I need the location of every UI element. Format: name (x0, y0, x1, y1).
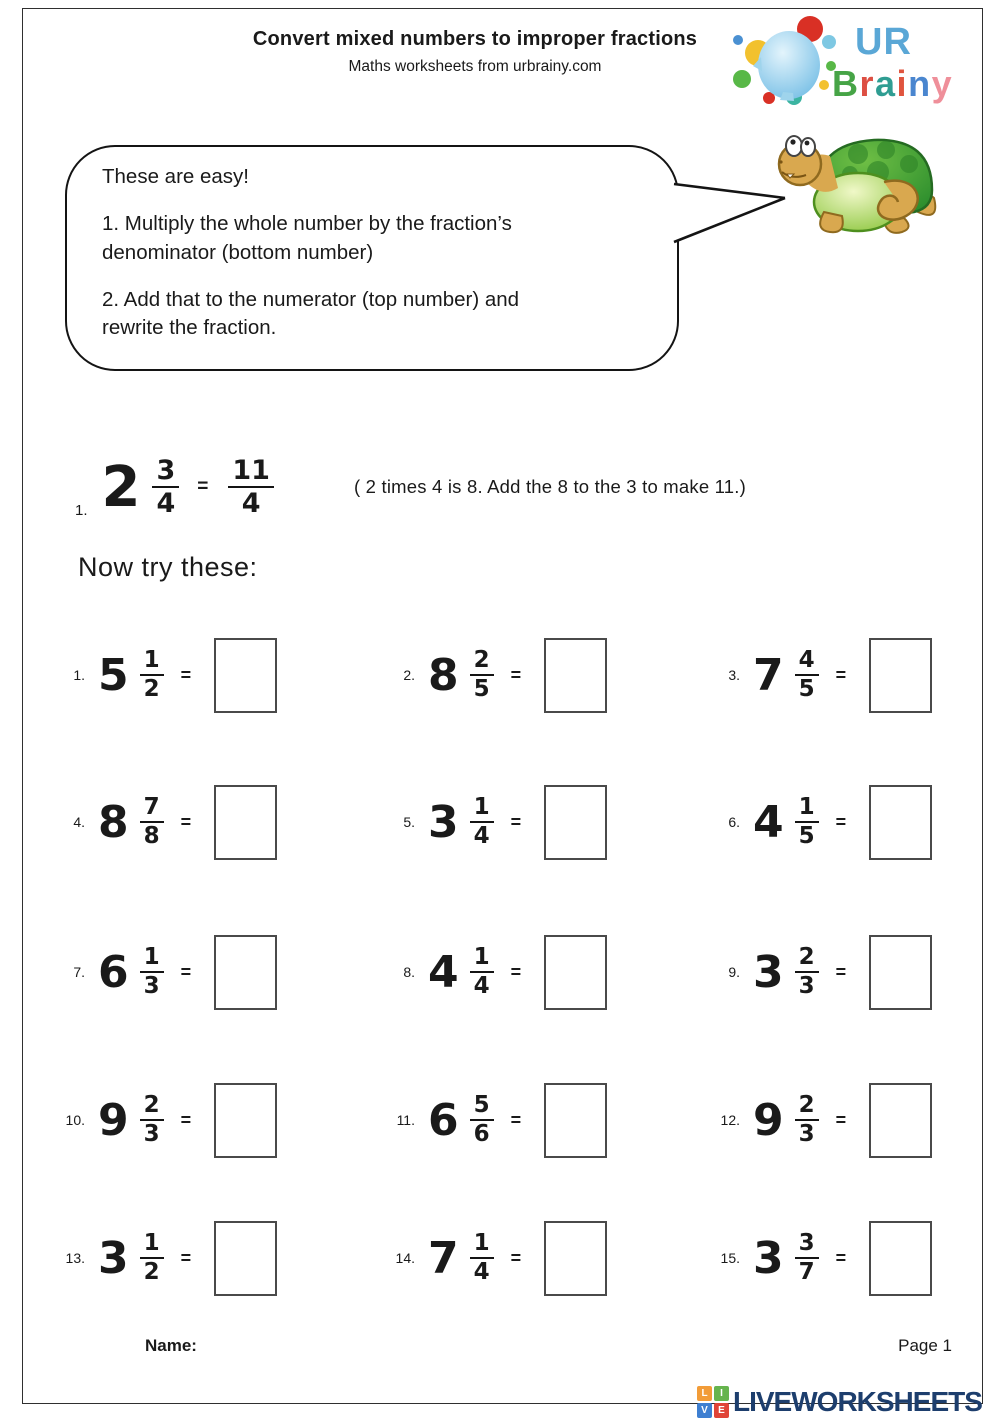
problem-number: 3. (728, 667, 740, 683)
fraction-numerator: 1 (795, 795, 819, 823)
example-numerator: 3 (152, 456, 179, 488)
answer-box[interactable] (869, 935, 932, 1010)
whole-number: 7 (428, 1232, 459, 1284)
fraction-denominator: 2 (143, 676, 160, 702)
problem-item (710, 916, 932, 1028)
fraction-denominator: 3 (143, 1121, 160, 1147)
example-result-numerator: 11 (228, 456, 274, 488)
problem-item (710, 1064, 932, 1176)
problem-item (55, 1202, 277, 1314)
problem-item (385, 1064, 607, 1176)
whole-number: 6 (428, 1094, 459, 1146)
whole-number: 8 (428, 649, 459, 701)
example-result-fraction (228, 456, 274, 518)
equals-sign: = (835, 961, 847, 982)
fraction (140, 945, 164, 999)
fraction-denominator: 4 (473, 973, 490, 999)
fraction-denominator: 3 (798, 973, 815, 999)
brainy-head-icon (733, 16, 836, 105)
answer-box[interactable] (214, 1221, 277, 1296)
fraction-denominator: 5 (798, 676, 815, 702)
problem-item (385, 1202, 607, 1314)
fraction (470, 1093, 494, 1147)
brand-word-ur: UR (855, 21, 912, 63)
problem-number: 10. (65, 1112, 85, 1128)
answer-box[interactable] (544, 638, 607, 713)
fraction (795, 648, 819, 702)
bubble-step-2: 2. Add that to the numerator (top number) and rewrite the fraction. (102, 287, 520, 340)
equals-sign: = (180, 1247, 192, 1268)
equals-sign: = (180, 811, 192, 832)
problem-item (55, 1064, 277, 1176)
header (120, 28, 830, 76)
example-denominator: 4 (156, 488, 176, 519)
whole-number: 3 (753, 1232, 784, 1284)
name-label: Name: (145, 1336, 197, 1355)
fraction-denominator: 3 (143, 973, 160, 999)
fraction-denominator: 2 (143, 1259, 160, 1285)
bubble-intro: These are easy! (102, 165, 249, 188)
problem-item (710, 766, 932, 878)
whole-number: 7 (753, 649, 784, 701)
whole-number: 3 (428, 796, 459, 848)
problem-number: 9. (728, 964, 740, 980)
liveworksheets-logo[interactable] (697, 1386, 982, 1418)
whole-number: 4 (428, 946, 459, 998)
equals-sign: = (510, 961, 522, 982)
answer-box[interactable] (544, 1221, 607, 1296)
problem-item (55, 766, 277, 878)
fraction (795, 795, 819, 849)
answer-box[interactable] (869, 1083, 932, 1158)
answer-box[interactable] (869, 1221, 932, 1296)
page-number-label: Page 1 (898, 1336, 952, 1355)
problem-item (385, 916, 607, 1028)
example-fraction (152, 456, 179, 518)
fraction (140, 648, 164, 702)
answer-box[interactable] (544, 785, 607, 860)
problem-item (55, 916, 277, 1028)
answer-box[interactable] (869, 638, 932, 713)
brand-word-brainy: Brainy (832, 63, 954, 104)
answer-box[interactable] (869, 785, 932, 860)
problem-number: 11. (396, 1112, 415, 1128)
watermark-square: L (697, 1386, 712, 1401)
fraction-numerator: 7 (140, 795, 164, 823)
example-whole-number: 2 (101, 454, 141, 520)
watermark-square: E (714, 1403, 729, 1418)
bubble-step-1: 1. Multiply the whole number by the fraction’s denominator (bottom number) (102, 212, 512, 264)
fraction-denominator: 5 (798, 823, 815, 849)
speech-bubble (65, 145, 679, 371)
problem-number: 5. (403, 814, 415, 830)
problem-number: 15. (720, 1250, 740, 1266)
answer-box[interactable] (214, 935, 277, 1010)
whole-number: 9 (98, 1094, 129, 1146)
page-title: Convert mixed numbers to improper fractions (252, 28, 698, 50)
fraction-numerator: 2 (795, 1093, 819, 1121)
turtle-icon (766, 124, 942, 246)
fraction-denominator: 3 (798, 1121, 815, 1147)
fraction (470, 945, 494, 999)
whole-number: 3 (753, 946, 784, 998)
equals-sign: = (180, 664, 192, 685)
fraction-denominator: 5 (473, 676, 490, 702)
problem-number: 13. (65, 1250, 85, 1266)
whole-number: 9 (753, 1094, 784, 1146)
fraction-numerator: 5 (470, 1093, 494, 1121)
example-result-denominator: 4 (241, 488, 261, 519)
answer-box[interactable] (214, 785, 277, 860)
equals-sign: = (835, 664, 847, 685)
whole-number: 4 (753, 796, 784, 848)
equals-sign: = (180, 1109, 192, 1130)
fraction-numerator: 1 (140, 945, 164, 973)
fraction-denominator: 7 (798, 1259, 815, 1285)
problem-number: 14. (395, 1250, 415, 1266)
watermark-text: LIVEWORKSHEETS (733, 1386, 982, 1417)
fraction-numerator: 1 (470, 945, 494, 973)
fraction-numerator: 2 (470, 648, 494, 676)
answer-box[interactable] (214, 638, 277, 713)
answer-box[interactable] (544, 935, 607, 1010)
fraction (795, 945, 819, 999)
instruction-text: Now try these: (78, 552, 258, 582)
equals-sign: = (835, 1109, 847, 1130)
fraction-denominator: 4 (473, 823, 490, 849)
problem-number: 12. (720, 1112, 740, 1128)
equals-sign: = (510, 1247, 522, 1268)
watermark-square: I (714, 1386, 729, 1401)
watermark-squares (697, 1386, 729, 1418)
equals-sign: = (510, 811, 522, 832)
problem-number: 8. (403, 964, 415, 980)
fraction (140, 1231, 164, 1285)
worked-example (75, 437, 746, 537)
fraction-numerator: 3 (795, 1231, 819, 1259)
speech-bubble-text (102, 163, 584, 342)
answer-box[interactable] (544, 1083, 607, 1158)
equals-sign: = (835, 811, 847, 832)
problem-item (710, 619, 932, 731)
fraction (470, 1231, 494, 1285)
problem-item (710, 1202, 932, 1314)
whole-number: 8 (98, 796, 129, 848)
fraction (140, 1093, 164, 1147)
fraction (140, 795, 164, 849)
whole-number: 6 (98, 946, 129, 998)
watermark-square: V (697, 1403, 712, 1418)
problem-item (385, 619, 607, 731)
fraction (470, 795, 494, 849)
fraction-numerator: 1 (140, 1231, 164, 1259)
whole-number: 5 (98, 649, 129, 701)
fraction (470, 648, 494, 702)
fraction-numerator: 1 (470, 1231, 494, 1259)
equals-sign: = (510, 1109, 522, 1130)
example-equals-sign: = (197, 476, 209, 497)
problem-number: 6. (728, 814, 740, 830)
fraction-numerator: 1 (470, 795, 494, 823)
fraction-numerator: 2 (795, 945, 819, 973)
page-subtitle: Maths worksheets from urbrainy.com (348, 58, 602, 75)
equals-sign: = (180, 961, 192, 982)
fraction-numerator: 2 (140, 1093, 164, 1121)
example-comment: ( 2 times 4 is 8. Add the 8 to the 3 to make 11.) (353, 476, 746, 497)
fraction-denominator: 4 (473, 1259, 490, 1285)
problem-number: 1. (73, 667, 85, 683)
equals-sign: = (835, 1247, 847, 1268)
urbrainy-logo-icon (728, 12, 980, 106)
fraction (795, 1093, 819, 1147)
fraction-numerator: 4 (795, 648, 819, 676)
problem-item (385, 766, 607, 878)
equals-sign: = (510, 664, 522, 685)
fraction-numerator: 1 (140, 648, 164, 676)
problem-number: 2. (403, 667, 415, 683)
fraction-denominator: 8 (143, 823, 160, 849)
problem-number: 4. (73, 814, 85, 830)
example-number: 1. (75, 502, 88, 519)
whole-number: 3 (98, 1232, 129, 1284)
fraction-denominator: 6 (473, 1121, 490, 1147)
fraction (795, 1231, 819, 1285)
problem-item (55, 619, 277, 731)
answer-box[interactable] (214, 1083, 277, 1158)
problem-number: 7. (73, 964, 85, 980)
